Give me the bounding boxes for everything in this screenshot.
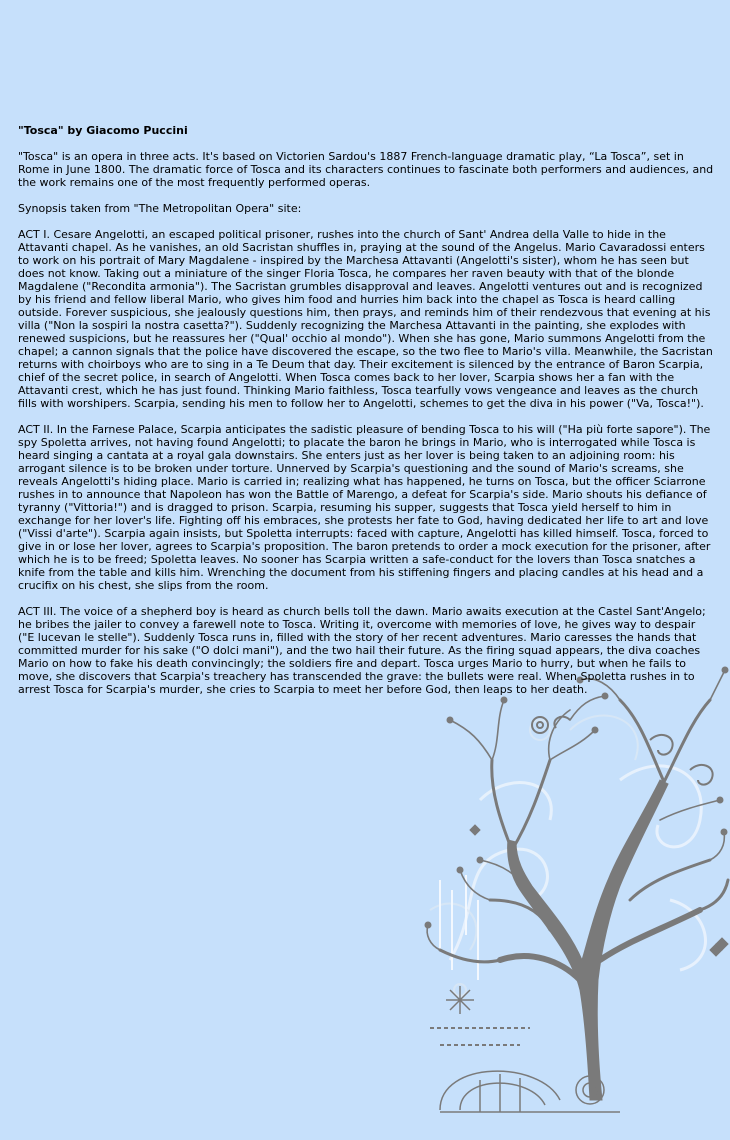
act-1-paragraph: ACT I. Cesare Angelotti, an escaped political prisoner, rushes into the church of Sant' Andrea della Valle to hide in the Attavanti chapel. As he vanishes, an old Sacristan shuffles in, praying at the sound of the Angelus. Mario Cavaradossi enters to work on his portrait of Mary Magdalene - inspired by the Marchesa Attavanti (Angelotti's sister), whom he has seen but does not know. Taking out a miniature of the singer Floria Tosca, he compares her raven beauty with that of the blonde Magdalene ("Recondita armonia"). The Sacristan grumbles disapproval and leaves. Angelotti ventures out and is recognized by his friend and fellow liberal Mario, who gives him food and hurries him back into the chapel as Tosca is heard calling outside. Forever suspicious, she jealously questions him, then prays, and reminds him of their rendezvous that evening at his villa ("Non la sospiri la nostra casetta?"). Suddenly recognizing the Marchesa Attavanti in the painting, she explodes with renewed suspicions, but he reassures her ("Qual' occhio al mondo"). When she has gone, Mario summons Angelotti from the chapel; a cannon signals that the police have discovered the escape, so the two flee to Mario's villa. Meanwhile, the Sacristan returns with choirboys who are to sing in a Te Deum that day. Their excitement is silenced by the entrance of Baron Scarpia, chief of the secret police, in search of Angelotti. When Tosca comes back to her lover, Scarpia shows her a fan with the Attavanti crest, which he has just found. Thinking Mario faithless, Tosca tearfully vows vengeance and leaves as the church fills with worshipers. Scarpia, sending his men to follow her to Angelotti, schemes to get the diva in his power ("Va, Tosca!"). [18, 228, 713, 410]
intro-paragraph: "Tosca" is an opera in three acts. It's based on Victorien Sardou's 1887 French-language dramatic play, “La Tosca”, set in Rome in June 1800. The dramatic force of Tosca and its characters continues to fascinate both performers and audiences, and the work remains one of the most frequently performed operas. [18, 150, 714, 189]
act-2-paragraph: ACT II. In the Farnese Palace, Scarpia anticipates the sadistic pleasure of bending Tosca to his will ("Ha più forte sapore"). The spy Spoletta arrives, not having found Angelotti; to placate the baron he brings in Mario, who is interrogated while Tosca is heard singing a cantata at a royal gala downstairs. She enters just as her lover is being taken to an adjoining room: his arrogant silence is to be broken under torture. Unnerved by Scarpia's questioning and the sound of Mario's screams, she reveals Angelotti's hiding place. Mario is carried in; realizing what has happened, he turns on Tosca, but the officer Sciarrone rushes in to announce that Napoleon has won the Battle of Marengo, a defeat for Scarpia's side. Mario shouts his defiance of tyranny ("Vittoria!") and is dragged to prison. Scarpia, resuming his supper, suggests that Tosca yield herself to him in exchange for her lover's life. Fighting off his embraces, she protests her fate to God, having dedicated her life to art and love ("Vissi d'arte"). Scarpia again insists, but Spoletta interrupts: faced with capture, Angelotti has killed himself. Tosca, forced to give in or lose her lover, agrees to Scarpia's proposition. The baron pretends to order a mock execution for the prisoner, after which he is to be freed; Spoletta leaves. No sooner has Scarpia written a safe-conduct for the lovers than Tosca snatches a knife from the table and kills him. Wrenching the document from his stiffening fingers and placing candles at his head and a crucifix on his chest, she slips from the room. [18, 423, 711, 592]
article-title: "Tosca" by Giacomo Puccini [18, 124, 188, 137]
ornamental-tree-icon [420, 660, 730, 1120]
article [18, 124, 714, 709]
act-3-paragraph: ACT III. The voice of a shepherd boy is heard as church bells toll the dawn. Mario awaits execution at the Castel Sant'Angelo; he bribes the jailer to convey a farewell note to Tosca. Writing it, overcome with memories of love, he gives way to despair ("E lucevan le stelle"). Suddenly Tosca runs in, filled with the story of her recent adventures. Mario caresses the hands that committed murder for his sake ("O dolci mani"), and the two hail their future. As the firing squad appears, the diva coaches Mario on how to fake his death convincingly; the soldiers fire and depart. Tosca urges Mario to hurry, but when he fails to move, she discovers that Scarpia's treachery has transcended the grave: the bullets were real. When Spoletta rushes in to arrest Tosca for Scarpia's murder, she cries to Scarpia to meet her before God, then leaps to her death. [18, 605, 706, 696]
source-line: Synopsis taken from "The Metropolitan Opera" site: [18, 202, 302, 215]
